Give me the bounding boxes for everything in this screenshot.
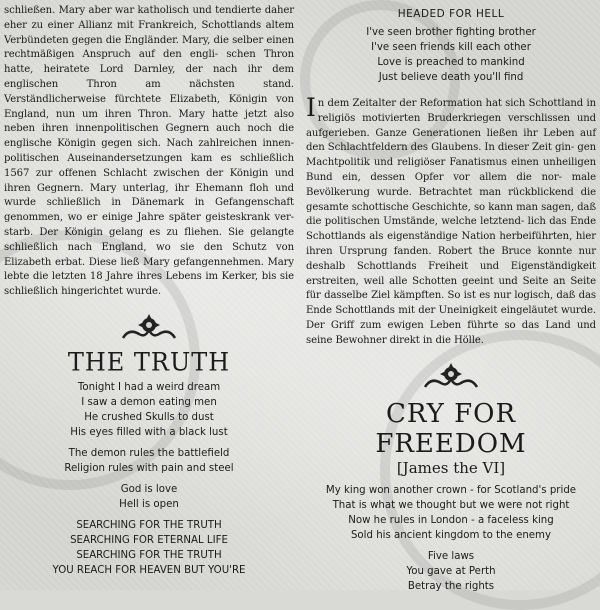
- stanza: [4, 518, 294, 578]
- prose-line: unheiligen Bund ein, dessen Opfer vor allem die nor-: [306, 157, 597, 183]
- prose-line: und Seite an Seite für dasselbe Ziel kämpften. So ist: [306, 275, 596, 302]
- prose-line: Uneinigkeit eingeläutet wurde. Der Griff zum ewigen: [306, 305, 596, 331]
- prose-line: 1567 zur offenen Schlacht zwischen der Königin und: [4, 167, 294, 179]
- prose-line: lich das Ende Schottlands als eigenständige Nation: [306, 216, 596, 243]
- text-line: Betray the rights: [407, 580, 495, 592]
- text-line: SEARCHING FOR THE TRUTH: [76, 549, 222, 561]
- text-line: Five laws: [427, 550, 475, 562]
- text-line: SEARCHING FOR ETERNAL LIFE: [70, 534, 228, 546]
- prose-line: Elizabeth erbat. Diese ließ Mary gefangennehmen.: [4, 256, 264, 268]
- prose-line: neben ihren innenpolitischen Gegnern auch noch die: [4, 123, 294, 135]
- text-line: He crushed Skulls to dust: [84, 411, 214, 423]
- text-line: That is what we thought but we were not right: [332, 499, 570, 511]
- prose-line: bis sie schließlich hingerichtet wurde.: [4, 271, 295, 298]
- prose-line: Leben führte so das Land und seine Bewohner direkt: [306, 319, 596, 346]
- song-title-cry-for-freedom: CRY FOR FREEDOM: [375, 398, 527, 459]
- prose-line: starb. Der Königin gelang es zu fliehen. Sie gelangte: [4, 226, 294, 238]
- prose-line: dem englischen Thron am nächsten stand.: [4, 64, 294, 90]
- song-title-headed-for-hell: HEADED FOR HELL: [397, 8, 505, 20]
- prose-line: herbeiführten, hier ihren Ursprung fanden. Robert the: [306, 231, 597, 257]
- prose-line: England, nun um ihren Thron. Mary hatte jetzt also: [4, 108, 294, 120]
- prose-line: es nur logisch, daß das Ende Schottlands mit der: [306, 290, 597, 317]
- text-line: Religion rules with pain and steel: [64, 462, 234, 474]
- drop-cap: I: [306, 93, 316, 122]
- right-column: [306, 4, 596, 600]
- prose-line: sagen, daß die politischen Umstände, welche letztend-: [306, 201, 596, 228]
- text-line: Hell is open: [119, 498, 179, 510]
- text-line: I've seen friends kill each other: [371, 42, 531, 53]
- song-subtitle: [James the VI]: [396, 458, 506, 477]
- prose-line: schließen. Mary aber war katholisch und tendierte: [4, 5, 262, 16]
- celtic-knot-ornament-icon: [119, 308, 179, 348]
- lyrics-cry-for-freedom: [306, 483, 596, 594]
- prose-line: schließlich nach England, wo sie den Schutz von: [4, 241, 294, 253]
- prose-line: Verständlicherweise fürchtete Elizabeth, Königin von: [4, 93, 294, 105]
- lyrics-the-truth: [4, 380, 294, 578]
- prose-line: altem Verbündeten gegen die Engländer. Mary, die: [4, 19, 294, 46]
- prose-line: den Schlachtfeldern des Glaubens. In dieser Zeit gin-: [306, 142, 575, 154]
- prose-line: Mary lebte die letzten 18 Jahre ihres Lebens im Kerker,: [4, 256, 294, 283]
- prose-line: daher eher zu einer Allianz mit Frankreich, Schottlands: [4, 5, 294, 31]
- text-line: YOU REACH FOR HEAVEN BUT YOU'RE: [52, 564, 246, 576]
- text-line: I've seen brother fighting brother: [366, 27, 536, 38]
- celtic-knot-ornament-icon: [421, 357, 481, 397]
- text-line: My king won another crown - for Scotland's pride: [325, 484, 577, 496]
- prose-line: in die Hölle.: [422, 334, 484, 346]
- prose-line: Bruce konnte nur deshalb Schottlands Freiheit und: [306, 245, 596, 272]
- stanza: [306, 483, 596, 543]
- text-line: The demon rules the battlefield: [68, 447, 230, 459]
- song-title-the-truth: THE TRUTH: [67, 347, 231, 377]
- right-prose: [306, 93, 597, 349]
- prose-line: male Bevölkerung wurde. Betrachtet man rückblickend: [306, 171, 597, 198]
- prose-line: gen Machtpolitik und religiöser Fanatismus einen: [306, 142, 597, 169]
- prose-line: aufgerieben. Ganze Generationen ließen ihr Leben auf: [306, 127, 596, 139]
- text-line: Sold his ancient kingdom to the enemy: [350, 529, 552, 541]
- stanza: [4, 446, 294, 476]
- stanza: [4, 482, 294, 512]
- prose-line: selber einen rechtmäßigen Anspruch auf den engli-: [4, 34, 295, 61]
- prose-line: englische Königin gegen sich. Nach zahlreichen innen-: [4, 138, 294, 150]
- text-line: Love is preached to mankind: [377, 57, 525, 68]
- text-line: I saw a demon eating men: [81, 396, 217, 408]
- prose-line: die gesamte schottische Geschichte, so kann man: [306, 186, 597, 213]
- text-line: God is love: [120, 483, 178, 495]
- stanza: [306, 549, 596, 594]
- text-line: You gave at Perth: [406, 565, 496, 577]
- text-line: SEARCHING FOR THE TRUTH: [76, 519, 222, 531]
- left-column: [4, 4, 294, 584]
- text-line: His eyes filled with a black lust: [70, 426, 228, 438]
- prose-line: politischen Auseinandersetzungen kam es schließlich: [4, 152, 294, 164]
- prose-line: in religiös motivierten Bruderkriegen verschlissen und: [317, 98, 597, 124]
- prose-line: Eigenständigkeit erstreiten, weil alle Schotten geeint: [306, 260, 597, 287]
- prose-line: genommen, wo er einige Jahre später geisteskrank ver-: [4, 212, 294, 224]
- text-line: Now he rules in London - a faceless king: [348, 514, 554, 526]
- text-line: Just believe death you'll find: [378, 72, 524, 83]
- left-prose: [4, 4, 294, 300]
- prose-line: n dem Zeitalter der Reformation hat sich Schottland: [317, 98, 584, 109]
- prose-line: schen Thron hatte, heiratete Lord Darnley, der nach ihr: [4, 49, 294, 76]
- prose-line: ihren Gegnern. Mary unterlag, ihr Ehemann floh und: [4, 182, 294, 194]
- prose-line: wurde schließlich in Dänemark in Gefangenschaft: [4, 197, 294, 209]
- stanza: [4, 380, 294, 440]
- text-line: Tonight I had a weird dream: [77, 381, 221, 393]
- lyrics-headed-for-hell: [306, 25, 596, 85]
